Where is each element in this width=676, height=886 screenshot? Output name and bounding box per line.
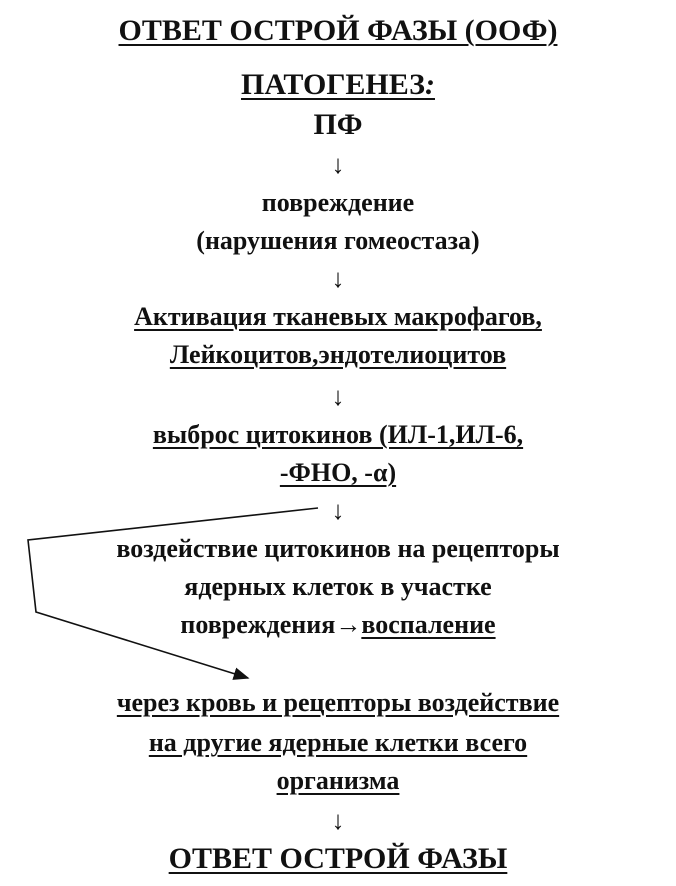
branch-arrow-line	[28, 508, 318, 678]
arrow-down-icon: ↓	[331, 382, 345, 411]
pf-node: ПФ	[313, 108, 363, 141]
release-line-2: -ФНО, -α)	[279, 458, 397, 487]
pathogenesis-word: ПАТОГЕНЕЗ	[241, 68, 425, 101]
systemic-effect-line-3: организма	[276, 766, 400, 795]
local-effect-line-1: воздействие цитокинов на рецепторы	[116, 534, 560, 563]
local-effect-line-2: ядерных клеток в участке	[184, 572, 492, 601]
inflammation-label: воспаление	[361, 610, 496, 639]
arrow-down-icon: ↓	[331, 496, 345, 525]
pathogenesis-colon: :	[424, 68, 435, 101]
arrow-down-icon: ↓	[331, 806, 345, 835]
damage-node: повреждение	[261, 188, 415, 217]
arrow-down-icon: ↓	[331, 264, 345, 293]
systemic-effect-line-1: через кровь и рецепторы воздействие	[116, 688, 560, 717]
release-line-1: выброс цитокинов (ИЛ-1,ИЛ-6,	[152, 420, 524, 449]
homeostasis-node: (нарушения гомеостаза)	[196, 226, 480, 255]
damage-arrow-text: повреждения→	[180, 610, 362, 639]
diagram-title: ОТВЕТ ОСТРОЙ ФАЗЫ (ООФ)	[118, 14, 558, 47]
acute-phase-response-result: ОТВЕТ ОСТРОЙ ФАЗЫ	[168, 842, 508, 875]
activation-line-2: Лейкоцитов,эндотелиоцитов	[169, 340, 507, 369]
activation-line-1: Активация тканевых макрофагов,	[134, 302, 542, 331]
arrow-down-icon: ↓	[331, 150, 345, 179]
systemic-effect-line-2: на другие ядерные клетки всего	[148, 728, 528, 757]
